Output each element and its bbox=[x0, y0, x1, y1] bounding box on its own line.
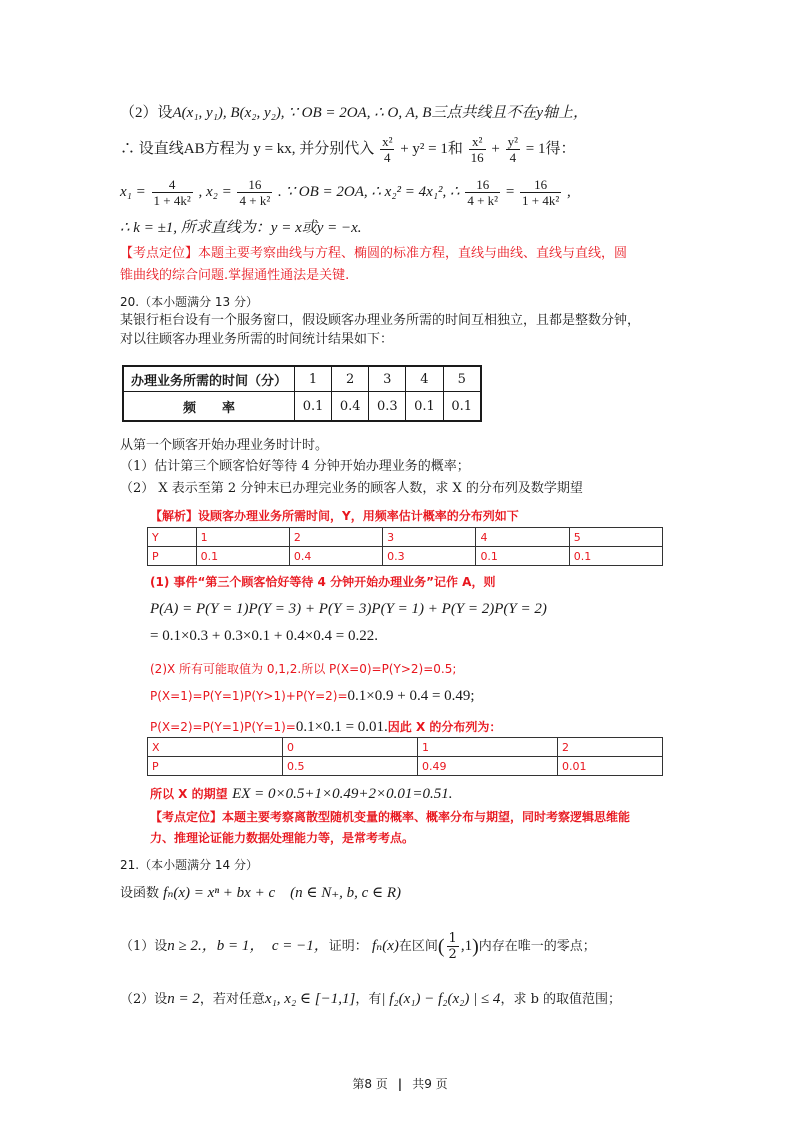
kaodian-note-2: 【考点定位】本题主要考察离散型随机变量的概率、概率分布与期望，同时考察逻辑思维能 bbox=[150, 810, 631, 824]
table-cell: P bbox=[148, 547, 197, 566]
table-cell: 4 bbox=[476, 528, 569, 547]
fraction: $\frac{16}{\text{1 + 4k²}}$ bbox=[522, 177, 560, 209]
page-footer bbox=[0, 1075, 800, 1092]
table-row bbox=[148, 757, 663, 776]
table-cell: 0.4 bbox=[332, 392, 369, 422]
q20-title: 20.（本小题满分 13 分） bbox=[120, 295, 258, 309]
fraction: $\frac{4}{\text{1 + 4k²}}$ bbox=[153, 177, 191, 209]
px2-line: P(X=2)=P(Y=1)P(Y=1)=0.1×0.1 = 0.01.因此 X 的分布列为： bbox=[150, 719, 502, 735]
table-cell: P bbox=[148, 757, 283, 776]
event-a: (1) 事件“第三个顾客恰好等待 4 分钟开始办理业务”记作 A，则 bbox=[150, 575, 496, 589]
table-cell: 0.1 bbox=[295, 392, 332, 422]
q21-part1: （1）设n ≥ 2.，b = 1， c = −1，证明： fₙ(x)在区间( $\frac{1}{2}$ ,1)内存在唯一的零点； bbox=[120, 931, 596, 962]
table-cell: 0.01 bbox=[558, 757, 663, 776]
table-cell: 0.49 bbox=[418, 757, 558, 776]
table-cell: X bbox=[148, 738, 283, 757]
table-cell: 0.1 bbox=[443, 392, 481, 422]
part2-line4: ∴ k = ±1, 所求直线为：y = x或y = −x. bbox=[120, 220, 362, 236]
table-cell: 0.3 bbox=[369, 392, 406, 422]
footer-separator: | bbox=[397, 1077, 403, 1091]
kaodian-note-2b: 力、推理论证能力数据处理能力等，是常考考点。 bbox=[150, 831, 415, 845]
q21-title: 21.（本小题满分 14 分） bbox=[120, 858, 258, 872]
pa-line-2: = 0.1×0.3 + 0.3×0.1 + 0.4×0.4 = 0.22. bbox=[150, 628, 378, 644]
q21-part2: （2）设n = 2，若对任意x₁, x₂ ∈ [−1,1]，有| f₂(x₁) − f₂(x₂) | ≤ 4，求 b 的取值范围； bbox=[120, 991, 622, 1007]
table-header-cell: 频 率 bbox=[123, 392, 295, 422]
table-cell: 1 bbox=[196, 528, 289, 547]
page-total: 共9 页 bbox=[412, 1077, 448, 1091]
table-cell: 0.4 bbox=[289, 547, 382, 566]
part2-line3: x₁ = $\frac{4}{\text{1 + 4k²}}$ , x₂ = $\frac{16}{\text{4 + k²}}$ . ∵ OB = 2OA, ∴ x₂² = 4x₁², ∴ $\frac{16}{\text{4 + k²}}$ = $\frac{16}{\text{1 + 4k²}}$ , bbox=[120, 177, 571, 209]
table-cell: 3 bbox=[383, 528, 476, 547]
table-cell: Y bbox=[148, 528, 197, 547]
distribution-table-y bbox=[147, 527, 663, 566]
table-cell: 5 bbox=[569, 528, 662, 547]
q20-intro-1: 某银行柜台设有一个服务窗口，假设顾客办理业务所需的时间互相独立，且都是整数分钟， bbox=[120, 313, 641, 328]
table-row bbox=[123, 366, 481, 392]
fraction: $\frac{\text{x²}}{4}$ bbox=[382, 134, 393, 166]
table-row bbox=[148, 528, 663, 547]
fraction: $\frac{\text{y²}}{4}$ bbox=[507, 134, 519, 166]
table-cell: 0.1 bbox=[196, 547, 289, 566]
q21-function: 设函数 fₙ(x) = xⁿ + bx + c (n ∈ N₊, b, c ∈ R) bbox=[120, 885, 402, 901]
table-cell: 0.1 bbox=[406, 392, 443, 422]
table-header-cell: 办理业务所需的时间（分） bbox=[123, 366, 295, 392]
q20-intro-2: 对以往顾客办理业务所需的时间统计结果如下： bbox=[120, 332, 394, 347]
table-cell: 5 bbox=[443, 366, 481, 392]
q20-start: 从第一个顾客开始办理业务时计时。 bbox=[120, 438, 329, 453]
fraction: $\frac{16}{\text{4 + k²}}$ bbox=[239, 177, 271, 209]
table-row bbox=[148, 547, 663, 566]
part2-line2: ∴ 设直线AB方程为 y = kx, 并分别代入 $\frac{\text{x²}}{4}$ + y² = 1和 $\frac{\text{x²}}{16}$ + $\frac{\text{y²}}{4}$ = 1得： bbox=[120, 134, 576, 166]
q20-q2: （2） X 表示至第 2 分钟末已办理完业务的顾客人数，求 X 的分布列及数学期望 bbox=[120, 481, 583, 496]
table-cell: 0.5 bbox=[283, 757, 418, 776]
fraction: $\frac{16}{\text{4 + k²}}$ bbox=[467, 177, 499, 209]
x-values: (2)X 所有可能取值为 0,1,2.所以 P(X=0)=P(Y>2)=0.5; bbox=[150, 662, 457, 676]
fraction: $\frac{1}{2}$ bbox=[448, 931, 457, 962]
table-cell: 1 bbox=[295, 366, 332, 392]
kaodian-note-1b: 锥曲线的综合问题.掌握通性通法是关键. bbox=[120, 268, 350, 283]
time-frequency-table bbox=[122, 365, 482, 422]
table-cell: 0.1 bbox=[476, 547, 569, 566]
fraction: $\frac{\text{x²}}{16}$ bbox=[470, 134, 484, 166]
table-row bbox=[148, 738, 663, 757]
table-cell: 2 bbox=[289, 528, 382, 547]
table-cell: 3 bbox=[369, 366, 406, 392]
table-cell: 2 bbox=[332, 366, 369, 392]
table-cell: 0.3 bbox=[383, 547, 476, 566]
part2-line1: （2）设A(x₁, y₁), B(x₂, y₂), ∵ OB = 2OA, ∴ O, A, B三点共线且不在y轴上， bbox=[120, 105, 589, 121]
jiexi-heading: 【解析】设顾客办理业务所需时间，Y，用频率估计概率的分布列如下 bbox=[150, 509, 519, 523]
table-cell: 4 bbox=[406, 366, 443, 392]
table-cell: 2 bbox=[558, 738, 663, 757]
px1-line: P(X=1)=P(Y=1)P(Y>1)+P(Y=2)=0.1×0.9 + 0.4 = 0.49; bbox=[150, 688, 475, 704]
expectation-line: 所以 X 的期望 EX = 0×0.5+1×0.49+2×0.01=0.51. bbox=[150, 786, 453, 802]
q20-q1: （1）估计第三个顾客恰好等待 4 分钟开始办理业务的概率； bbox=[120, 459, 470, 474]
distribution-table-x bbox=[147, 737, 663, 776]
pa-line-1: P(A) = P(Y = 1)P(Y = 3) + P(Y = 3)P(Y = 1) + P(Y = 2)P(Y = 2) bbox=[150, 601, 547, 617]
kaodian-note-1: 【考点定位】本题主要考察曲线与方程、椭圆的标准方程，直线与曲线、直线与直线，圆 bbox=[120, 246, 628, 261]
page-number: 第8 页 bbox=[352, 1077, 388, 1091]
table-cell: 1 bbox=[418, 738, 558, 757]
table-cell: 0.1 bbox=[569, 547, 662, 566]
table-cell: 0 bbox=[283, 738, 418, 757]
table-row bbox=[123, 392, 481, 422]
